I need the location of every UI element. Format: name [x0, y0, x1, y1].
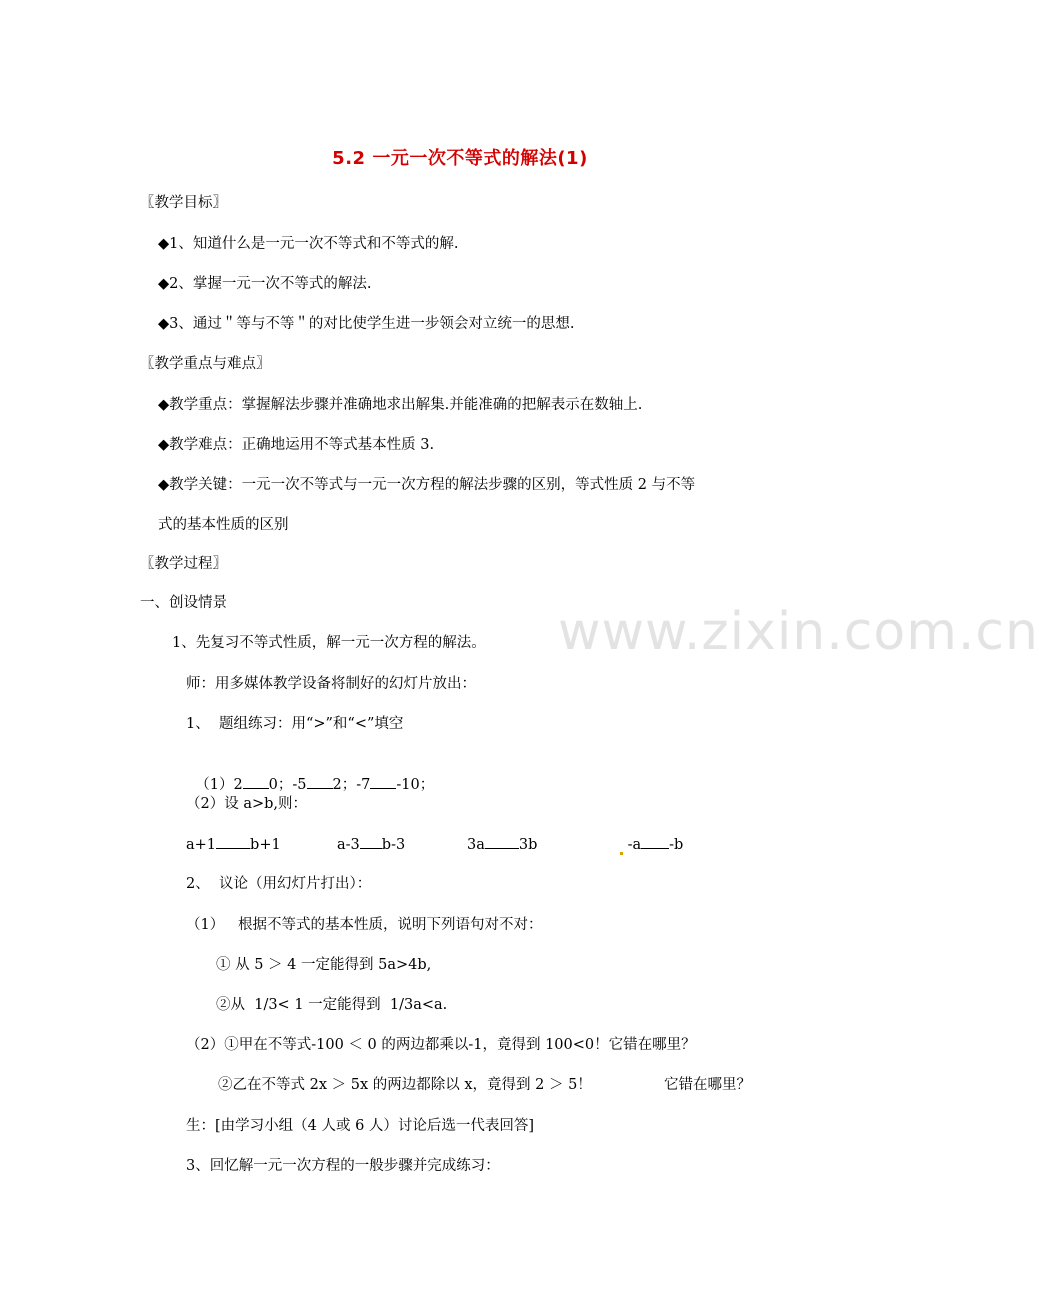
fill-blank: [243, 774, 269, 789]
section-1-heading: 一、创设情景: [140, 595, 227, 611]
fill-blank: [641, 834, 669, 849]
step-3: 3、回忆解一元一次方程的一般步骤并完成练习：: [186, 1158, 500, 1174]
discussion-1: （1） 根据不等式的基本性质，说明下列语句对不对：: [186, 917, 543, 933]
q2-item-1-right: b+1: [250, 837, 281, 853]
q2-item-4-left: -a: [623, 837, 642, 853]
teacher-line: 师：用多媒体教学设备将制好的幻灯片放出：: [186, 676, 476, 692]
fill-blank: [307, 774, 333, 789]
key-header: 〖教学重点与难点〗: [140, 356, 271, 372]
exercise-1: 1、 题组练习：用“>”和“<”填空: [186, 716, 404, 732]
fill-blank: [370, 774, 396, 789]
key-point-2: ◆教学难点：正确地运用不等式基本性质 3.: [158, 437, 435, 453]
discussion-2b: ②乙在不等式 2x ＞ 5x 的两边都除以 x，竟得到 2 ＞ 5！: [218, 1077, 592, 1093]
exercise-2: 2、 议论（用幻灯片打出）：: [186, 876, 372, 892]
student-line: 生：[由学习小组（4 人或 6 人）讨论后选一代表回答]: [186, 1118, 535, 1134]
question-1: [186, 754, 434, 795]
q2-item-4: [620, 834, 683, 855]
goal-2: ◆2、掌握一元一次不等式的解法.: [158, 276, 372, 292]
q1-part-c: 2；-7: [332, 777, 371, 793]
q2-item-1-left: a+1: [186, 837, 217, 853]
watermark: www.zixin.com.cn: [558, 602, 1039, 662]
q1-part-a: （1）2: [195, 777, 243, 793]
q2-item-3-right: 3b: [518, 837, 538, 853]
q2-item-4-right: -b: [669, 837, 684, 853]
key-point-1: ◆教学重点：掌握解法步骤并准确地求出解集.并能准确的把解表示在数轴上.: [158, 397, 643, 413]
fill-blank: [216, 834, 250, 849]
key-point-3b: 式的基本性质的区别: [158, 517, 289, 533]
goals-header: 〖教学目标〗: [140, 195, 227, 211]
fill-blank: [485, 834, 519, 849]
q2-item-3: [467, 834, 537, 855]
page-title: 5.2 一元一次不等式的解法(1): [332, 148, 588, 169]
process-header: 〖教学过程〗: [140, 556, 227, 572]
goal-3: ◆3、通过＂等与不等＂的对比使学生进一步领会对立统一的思想.: [158, 316, 575, 332]
q2-item-2-right: b-3: [381, 837, 406, 853]
q2-item-3-left: 3a: [467, 837, 485, 853]
fill-blank: [360, 834, 382, 849]
discussion-2b-question: 它错在哪里？: [664, 1077, 751, 1093]
discussion-1a: ① 从 5 ＞ 4 一定能得到 5a>4b,: [216, 957, 432, 973]
discussion-1b: ②从 1/3< 1 一定能得到 1/3a<a.: [216, 997, 448, 1013]
q2-item-1: [186, 834, 281, 855]
step-1: 1、先复习不等式性质，解一元一次方程的解法。: [172, 635, 486, 651]
discussion-2a: （2）①甲在不等式-100 ＜ 0 的两边都乘以-1，竟得到 100<0！它错在哪里？: [186, 1037, 696, 1053]
key-point-3a: ◆教学关键：一元一次不等式与一元一次方程的解法步骤的区别，等式性质 2 与不等: [158, 477, 696, 493]
goal-1: ◆1、知道什么是一元一次不等式和不等式的解.: [158, 236, 459, 252]
q2-item-2-left: a-3: [337, 837, 360, 853]
question-2: （2）设 a>b,则：: [186, 796, 308, 812]
q2-item-2: [337, 834, 405, 855]
q1-part-d: -10；: [396, 777, 435, 793]
q1-part-b: 0；-5: [268, 777, 307, 793]
